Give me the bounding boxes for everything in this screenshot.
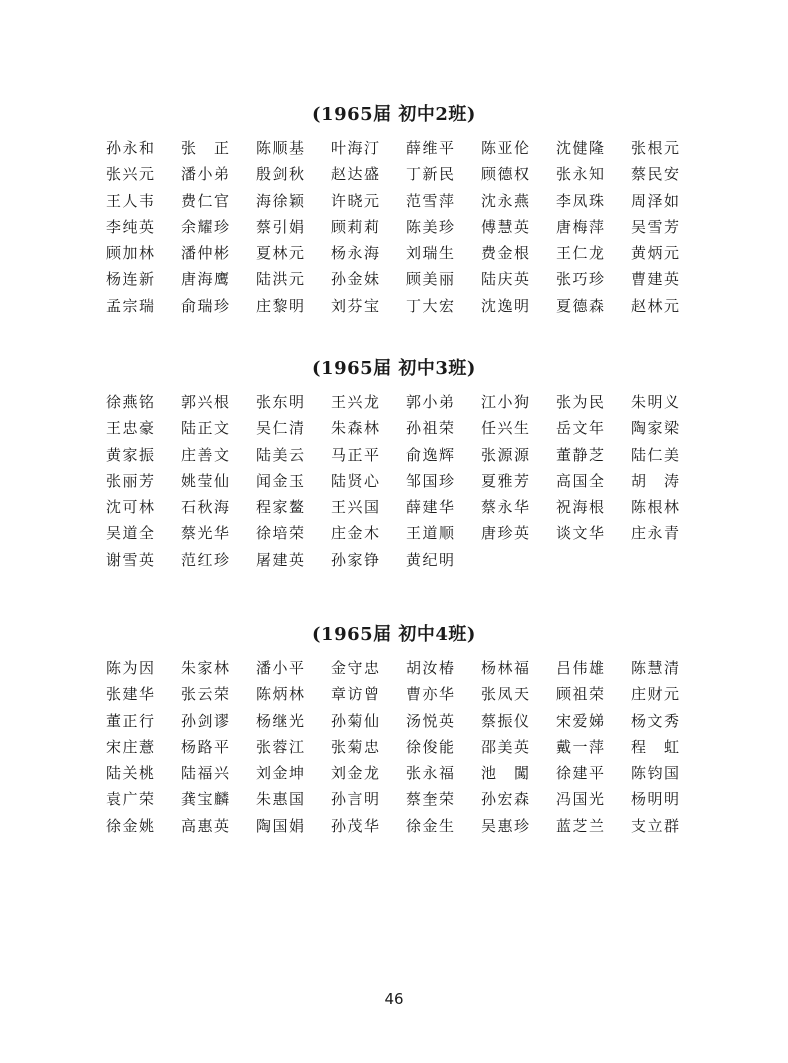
student-name: 支立群 (631, 816, 679, 835)
student-name: 杨路平 (181, 737, 229, 756)
student-name: 高国全 (556, 471, 604, 490)
student-name: 谢雪英 (106, 550, 154, 569)
student-name: 丁新民 (406, 165, 454, 184)
class-section-4 (0, 622, 788, 835)
student-name: 潘小弟 (181, 165, 229, 184)
student-name: 张源源 (481, 445, 529, 464)
student-name: 徐俊能 (406, 737, 454, 756)
student-name: 蔡引娟 (256, 217, 304, 236)
student-name: 顾祖荣 (556, 685, 604, 704)
student-name: 徐建平 (556, 764, 604, 783)
student-name: 黄家振 (106, 445, 154, 464)
student-name: 张根元 (631, 139, 679, 157)
name-grid (106, 389, 706, 573)
student-name: 庄财元 (631, 685, 679, 704)
student-name: 夏林元 (256, 244, 304, 263)
class-section-2 (0, 102, 788, 315)
student-name: 张建华 (106, 685, 154, 704)
student-name: 陶家梁 (631, 419, 679, 438)
student-name: 张东明 (256, 393, 304, 411)
student-name: 沈健隆 (556, 139, 604, 157)
student-name: 孙金妹 (331, 270, 379, 289)
student-name: 顾加林 (106, 244, 154, 263)
student-name: 邹国珍 (406, 471, 454, 490)
student-name: 吴仁清 (256, 419, 304, 438)
student-name: 金守忠 (331, 659, 379, 677)
student-name: 王兴龙 (331, 393, 379, 411)
student-name: 吕伟雄 (556, 659, 604, 677)
name-grid (106, 135, 706, 319)
student-name: 费金根 (481, 244, 529, 263)
student-name: 陈美珍 (406, 217, 454, 236)
student-name: 张云荣 (181, 685, 229, 704)
student-name: 徐金姚 (106, 816, 154, 835)
student-name: 孙菊仙 (331, 711, 379, 730)
student-name: 蔡奎荣 (406, 790, 454, 809)
student-name: 庄永青 (631, 524, 679, 543)
student-name: 顾德权 (481, 165, 529, 184)
student-name: 徐培荣 (256, 524, 304, 543)
student-name: 沈可林 (106, 498, 154, 517)
student-name: 周泽如 (631, 191, 679, 210)
student-name: 沈永燕 (481, 191, 529, 210)
student-name: 张永福 (406, 764, 454, 783)
student-name: 顾莉莉 (331, 217, 379, 236)
student-name: 朱惠国 (256, 790, 304, 809)
student-name: 夏雅芳 (481, 471, 529, 490)
section-title: (1965届 初中4班) (312, 624, 476, 645)
student-name: 陆美云 (256, 445, 304, 464)
student-name: 张菊忠 (331, 737, 379, 756)
student-name: 蔡民安 (631, 165, 679, 184)
student-name: 费仁官 (181, 191, 229, 210)
student-name: 庄黎明 (256, 296, 304, 315)
student-name: 张兴元 (106, 165, 154, 184)
student-name: 黄炳元 (631, 244, 679, 263)
student-name: 庄金木 (331, 524, 379, 543)
student-name: 夏德森 (556, 296, 604, 315)
student-name: 陶国娟 (256, 816, 304, 835)
student-name: 傅慧英 (481, 217, 529, 236)
student-name: 薛建华 (406, 498, 454, 517)
student-name: 范红珍 (181, 550, 229, 569)
student-name: 陆关桃 (106, 764, 154, 783)
student-name: 岳文年 (556, 419, 604, 438)
student-name: 王人韦 (106, 191, 154, 210)
student-name: 沈逸明 (481, 296, 529, 315)
section-title: (1965届 初中3班) (312, 358, 476, 379)
student-name: 赵达盛 (331, 165, 379, 184)
student-name: 吴雪芳 (631, 217, 679, 236)
student-name: 唐梅萍 (556, 217, 604, 236)
student-name: 戴一萍 (556, 737, 604, 756)
student-name: 陆仁美 (631, 445, 679, 464)
student-name: 潘小平 (256, 659, 304, 677)
student-name: 陆洪元 (256, 270, 304, 289)
section-title: (1965届 初中2班) (312, 104, 476, 125)
student-name: 郭兴根 (181, 393, 229, 411)
student-name: 张为民 (556, 393, 604, 411)
student-name: 孟宗瑞 (106, 296, 154, 315)
student-name: 杨永海 (331, 244, 379, 263)
student-name: 谈文华 (556, 524, 604, 543)
student-name: 江小狗 (481, 393, 529, 411)
student-name: 程 虹 (631, 737, 679, 756)
student-name: 宋爱娣 (556, 711, 604, 730)
student-name: 范雪萍 (406, 191, 454, 210)
student-name: 姚莹仙 (181, 471, 229, 490)
page-number: 46 (384, 990, 404, 1008)
student-name: 杨林福 (481, 659, 529, 677)
student-name: 殷剑秋 (256, 165, 304, 184)
student-name: 郭小弟 (406, 393, 454, 411)
student-name: 陈为因 (106, 659, 154, 677)
student-name: 丁大宏 (406, 296, 454, 315)
student-name: 孙言明 (331, 790, 379, 809)
student-name: 张蓉江 (256, 737, 304, 756)
student-name: 汤悦英 (406, 711, 454, 730)
student-name: 张 正 (181, 139, 229, 157)
student-name: 陆庆英 (481, 270, 529, 289)
student-name: 池 闖 (481, 764, 529, 783)
student-name: 马正平 (331, 445, 379, 464)
student-name: 张巧珍 (556, 270, 604, 289)
student-name: 任兴生 (481, 419, 529, 438)
student-name: 徐金生 (406, 816, 454, 835)
student-name: 高惠英 (181, 816, 229, 835)
student-name: 章访曾 (331, 685, 379, 704)
class-section-3 (0, 356, 788, 569)
student-name: 吴惠珍 (481, 816, 529, 835)
student-name: 张凤天 (481, 685, 529, 704)
student-name: 杨继光 (256, 711, 304, 730)
student-name: 蔡永华 (481, 498, 529, 517)
student-name: 陈钧国 (631, 764, 679, 783)
student-name: 王兴国 (331, 498, 379, 517)
student-name: 徐燕铭 (106, 393, 154, 411)
student-name: 吴道全 (106, 524, 154, 543)
student-name: 蔡振仪 (481, 711, 529, 730)
student-name: 胡 涛 (631, 471, 679, 490)
student-name: 叶海汀 (331, 139, 379, 157)
student-name: 朱家林 (181, 659, 229, 677)
student-name: 庄善文 (181, 445, 229, 464)
student-name: 蔡光华 (181, 524, 229, 543)
student-name: 董静芝 (556, 445, 604, 464)
student-name: 孙茂华 (331, 816, 379, 835)
student-name: 石秋海 (181, 498, 229, 517)
student-name: 顾美丽 (406, 270, 454, 289)
student-name: 陈炳林 (256, 685, 304, 704)
student-name: 冯国光 (556, 790, 604, 809)
student-name: 陆正文 (181, 419, 229, 438)
student-name: 陈根林 (631, 498, 679, 517)
student-name: 许晓元 (331, 191, 379, 210)
student-name: 杨连新 (106, 270, 154, 289)
student-name: 唐珍英 (481, 524, 529, 543)
student-name: 董正行 (106, 711, 154, 730)
student-name: 陈亚伦 (481, 139, 529, 157)
student-name: 龚宝麟 (181, 790, 229, 809)
student-name: 曹建英 (631, 270, 679, 289)
student-name: 邵美英 (481, 737, 529, 756)
student-name: 赵林元 (631, 296, 679, 315)
student-name: 黄纪明 (406, 550, 454, 569)
student-name: 宋庄薏 (106, 737, 154, 756)
student-name: 陈顺基 (256, 139, 304, 157)
student-name: 王仁龙 (556, 244, 604, 263)
student-name: 祝海根 (556, 498, 604, 517)
student-name: 余耀珍 (181, 217, 229, 236)
name-grid (106, 655, 706, 839)
student-name: 唐海鹰 (181, 270, 229, 289)
student-name: 曹亦华 (406, 685, 454, 704)
student-name: 孙剑谬 (181, 711, 229, 730)
student-name: 闻金玉 (256, 471, 304, 490)
student-name: 朱森林 (331, 419, 379, 438)
student-name: 孙家铮 (331, 550, 379, 569)
student-name: 张永知 (556, 165, 604, 184)
student-name: 刘金龙 (331, 764, 379, 783)
student-name: 李凤珠 (556, 191, 604, 210)
student-name: 俞瑞珍 (181, 296, 229, 315)
student-name: 陆贤心 (331, 471, 379, 490)
student-name: 杨明明 (631, 790, 679, 809)
student-name: 海徐颖 (256, 191, 304, 210)
student-name: 李纯英 (106, 217, 154, 236)
student-name: 孙永和 (106, 139, 154, 157)
student-name: 蓝芝兰 (556, 816, 604, 835)
student-name: 袁广荣 (106, 790, 154, 809)
student-name: 刘瑞生 (406, 244, 454, 263)
student-name: 俞逸辉 (406, 445, 454, 464)
student-name: 朱明义 (631, 393, 679, 411)
student-name: 刘金坤 (256, 764, 304, 783)
student-name: 王道顺 (406, 524, 454, 543)
student-name: 孙宏森 (481, 790, 529, 809)
student-name: 屠建英 (256, 550, 304, 569)
student-name: 刘芬宝 (331, 296, 379, 315)
student-name: 孙祖荣 (406, 419, 454, 438)
student-name: 陆福兴 (181, 764, 229, 783)
student-name: 张丽芳 (106, 471, 154, 490)
student-name: 王忠豪 (106, 419, 154, 438)
student-name: 陈慧清 (631, 659, 679, 677)
student-name: 潘仲彬 (181, 244, 229, 263)
student-name: 胡汝椿 (406, 659, 454, 677)
student-name: 程家鳌 (256, 498, 304, 517)
student-name: 薛维平 (406, 139, 454, 157)
student-name: 杨文秀 (631, 711, 679, 730)
